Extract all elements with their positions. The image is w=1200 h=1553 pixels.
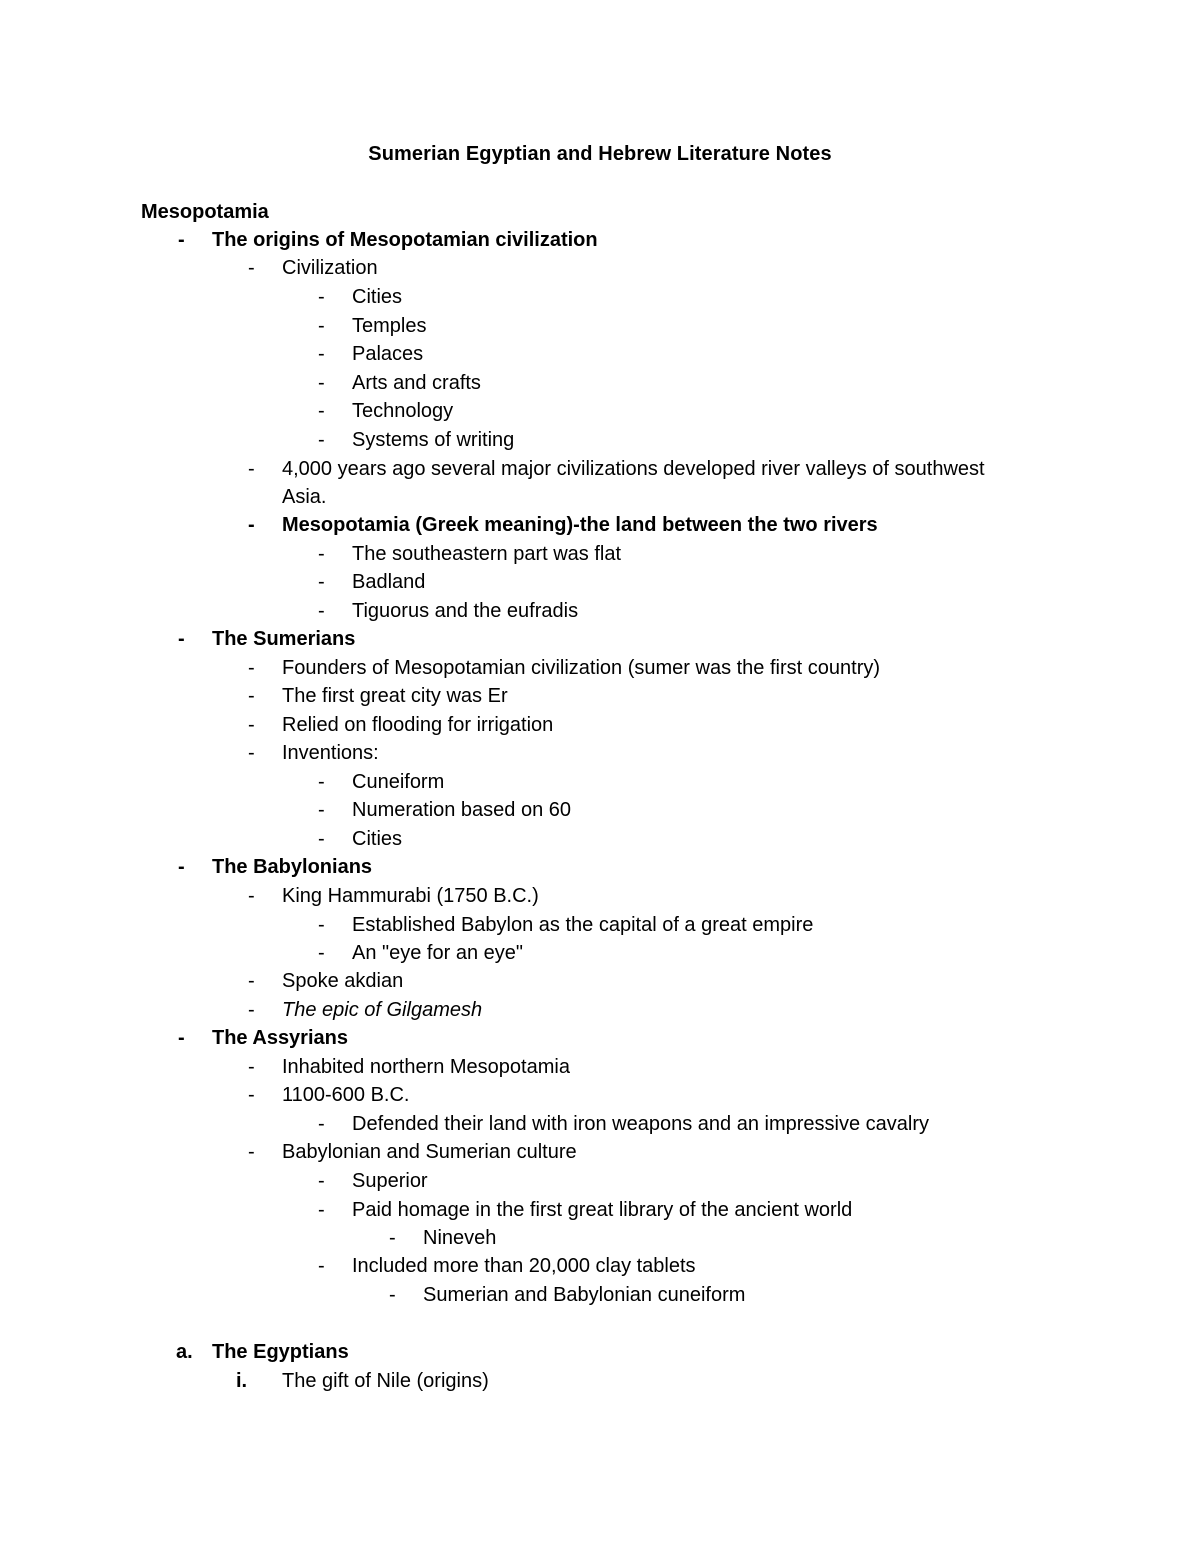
bullet-marker: - xyxy=(248,885,255,907)
bullet-marker: - xyxy=(248,685,255,707)
list-item: Mesopotamia (Greek meaning)-the land between the two rivers xyxy=(282,514,878,536)
bullet-marker: - xyxy=(318,372,325,394)
bullet-marker: - xyxy=(318,828,325,850)
bullet-marker: - xyxy=(318,543,325,565)
list-item: Badland xyxy=(352,571,426,593)
list-marker-a: a. xyxy=(176,1341,193,1363)
bullet-marker: - xyxy=(318,315,325,337)
list-item: Civilization xyxy=(282,257,378,279)
list-item: The origins of Mesopotamian civilization xyxy=(212,229,598,251)
bullet-marker: - xyxy=(318,799,325,821)
list-item: 4,000 years ago several major civilizations developed river valleys of southwest xyxy=(282,458,985,480)
list-item: The first great city was Er xyxy=(282,685,508,707)
list-marker-i: i. xyxy=(236,1370,248,1392)
list-item: Cuneiform xyxy=(352,771,445,793)
list-item-continuation: Asia. xyxy=(282,486,327,508)
list-item: Sumerian and Babylonian cuneiform xyxy=(423,1284,746,1306)
bullet-marker: - xyxy=(178,1027,185,1049)
list-item: The Assyrians xyxy=(212,1027,348,1049)
list-item: The gift of Nile (origins) xyxy=(282,1370,489,1392)
list-item: Technology xyxy=(352,400,454,422)
list-item: King Hammurabi (1750 B.C.) xyxy=(282,885,539,907)
list-item: Tiguorus and the eufradis xyxy=(352,600,579,622)
bullet-marker: - xyxy=(248,657,255,679)
bullet-marker: - xyxy=(318,400,325,422)
list-item: Paid homage in the first great library of the ancient world xyxy=(352,1199,853,1221)
bullet-marker: - xyxy=(318,1170,325,1192)
bullet-marker: - xyxy=(248,999,255,1021)
list-item: The epic of Gilgamesh xyxy=(282,999,483,1021)
list-item: The southeastern part was flat xyxy=(352,543,622,565)
list-item: Defended their land with iron weapons and an impressive cavalry xyxy=(352,1113,929,1135)
bullet-marker: - xyxy=(318,571,325,593)
bullet-marker: - xyxy=(178,229,185,251)
list-item: Superior xyxy=(352,1170,428,1192)
list-item: Inhabited northern Mesopotamia xyxy=(282,1056,570,1078)
bullet-marker: - xyxy=(248,714,255,736)
list-item: Included more than 20,000 clay tablets xyxy=(352,1255,696,1277)
bullet-marker: - xyxy=(178,628,185,650)
list-item: Inventions: xyxy=(282,742,379,764)
list-item: The Babylonians xyxy=(212,856,373,878)
list-item: 1100-600 B.C. xyxy=(282,1084,410,1106)
bullet-marker: - xyxy=(389,1284,396,1306)
bullet-marker: - xyxy=(248,742,255,764)
bullet-marker: - xyxy=(318,1255,325,1277)
bullet-marker: - xyxy=(318,343,325,365)
bullet-marker: - xyxy=(318,429,325,451)
bullet-marker: - xyxy=(248,970,255,992)
bullet-marker: - xyxy=(248,458,255,480)
bullet-marker: - xyxy=(318,942,325,964)
bullet-marker: - xyxy=(318,771,325,793)
section-heading-egyptians: The Egyptians xyxy=(212,1341,349,1363)
list-item: Established Babylon as the capital of a great empire xyxy=(352,914,814,936)
bullet-marker: - xyxy=(318,1113,325,1135)
list-item: Spoke akdian xyxy=(282,970,404,992)
bullet-marker: - xyxy=(248,1141,255,1163)
list-item: Palaces xyxy=(352,343,424,365)
bullet-marker: - xyxy=(389,1227,396,1249)
list-item: Temples xyxy=(352,315,427,337)
bullet-marker: - xyxy=(318,1199,325,1221)
bullet-marker: - xyxy=(248,514,255,536)
list-item: Numeration based on 60 xyxy=(352,799,572,821)
section-heading-mesopotamia: Mesopotamia xyxy=(141,201,269,223)
list-item: Relied on flooding for irrigation xyxy=(282,714,554,736)
bullet-marker: - xyxy=(318,600,325,622)
bullet-marker: - xyxy=(248,257,255,279)
bullet-marker: - xyxy=(318,286,325,308)
list-item: Systems of writing xyxy=(352,429,515,451)
list-item: Cities xyxy=(352,286,403,308)
list-item: Founders of Mesopotamian civilization (sumer was the first country) xyxy=(282,657,881,679)
list-item: Arts and crafts xyxy=(352,372,481,394)
page-title: Sumerian Egyptian and Hebrew Literature Notes xyxy=(368,143,832,165)
list-item: Babylonian and Sumerian culture xyxy=(282,1141,577,1163)
bullet-marker: - xyxy=(318,914,325,936)
list-item: The Sumerians xyxy=(212,628,356,650)
bullet-marker: - xyxy=(248,1084,255,1106)
list-item: An "eye for an eye" xyxy=(352,942,523,964)
list-item: Cities xyxy=(352,828,403,850)
bullet-marker: - xyxy=(178,856,185,878)
bullet-marker: - xyxy=(248,1056,255,1078)
list-item: Nineveh xyxy=(423,1227,497,1249)
